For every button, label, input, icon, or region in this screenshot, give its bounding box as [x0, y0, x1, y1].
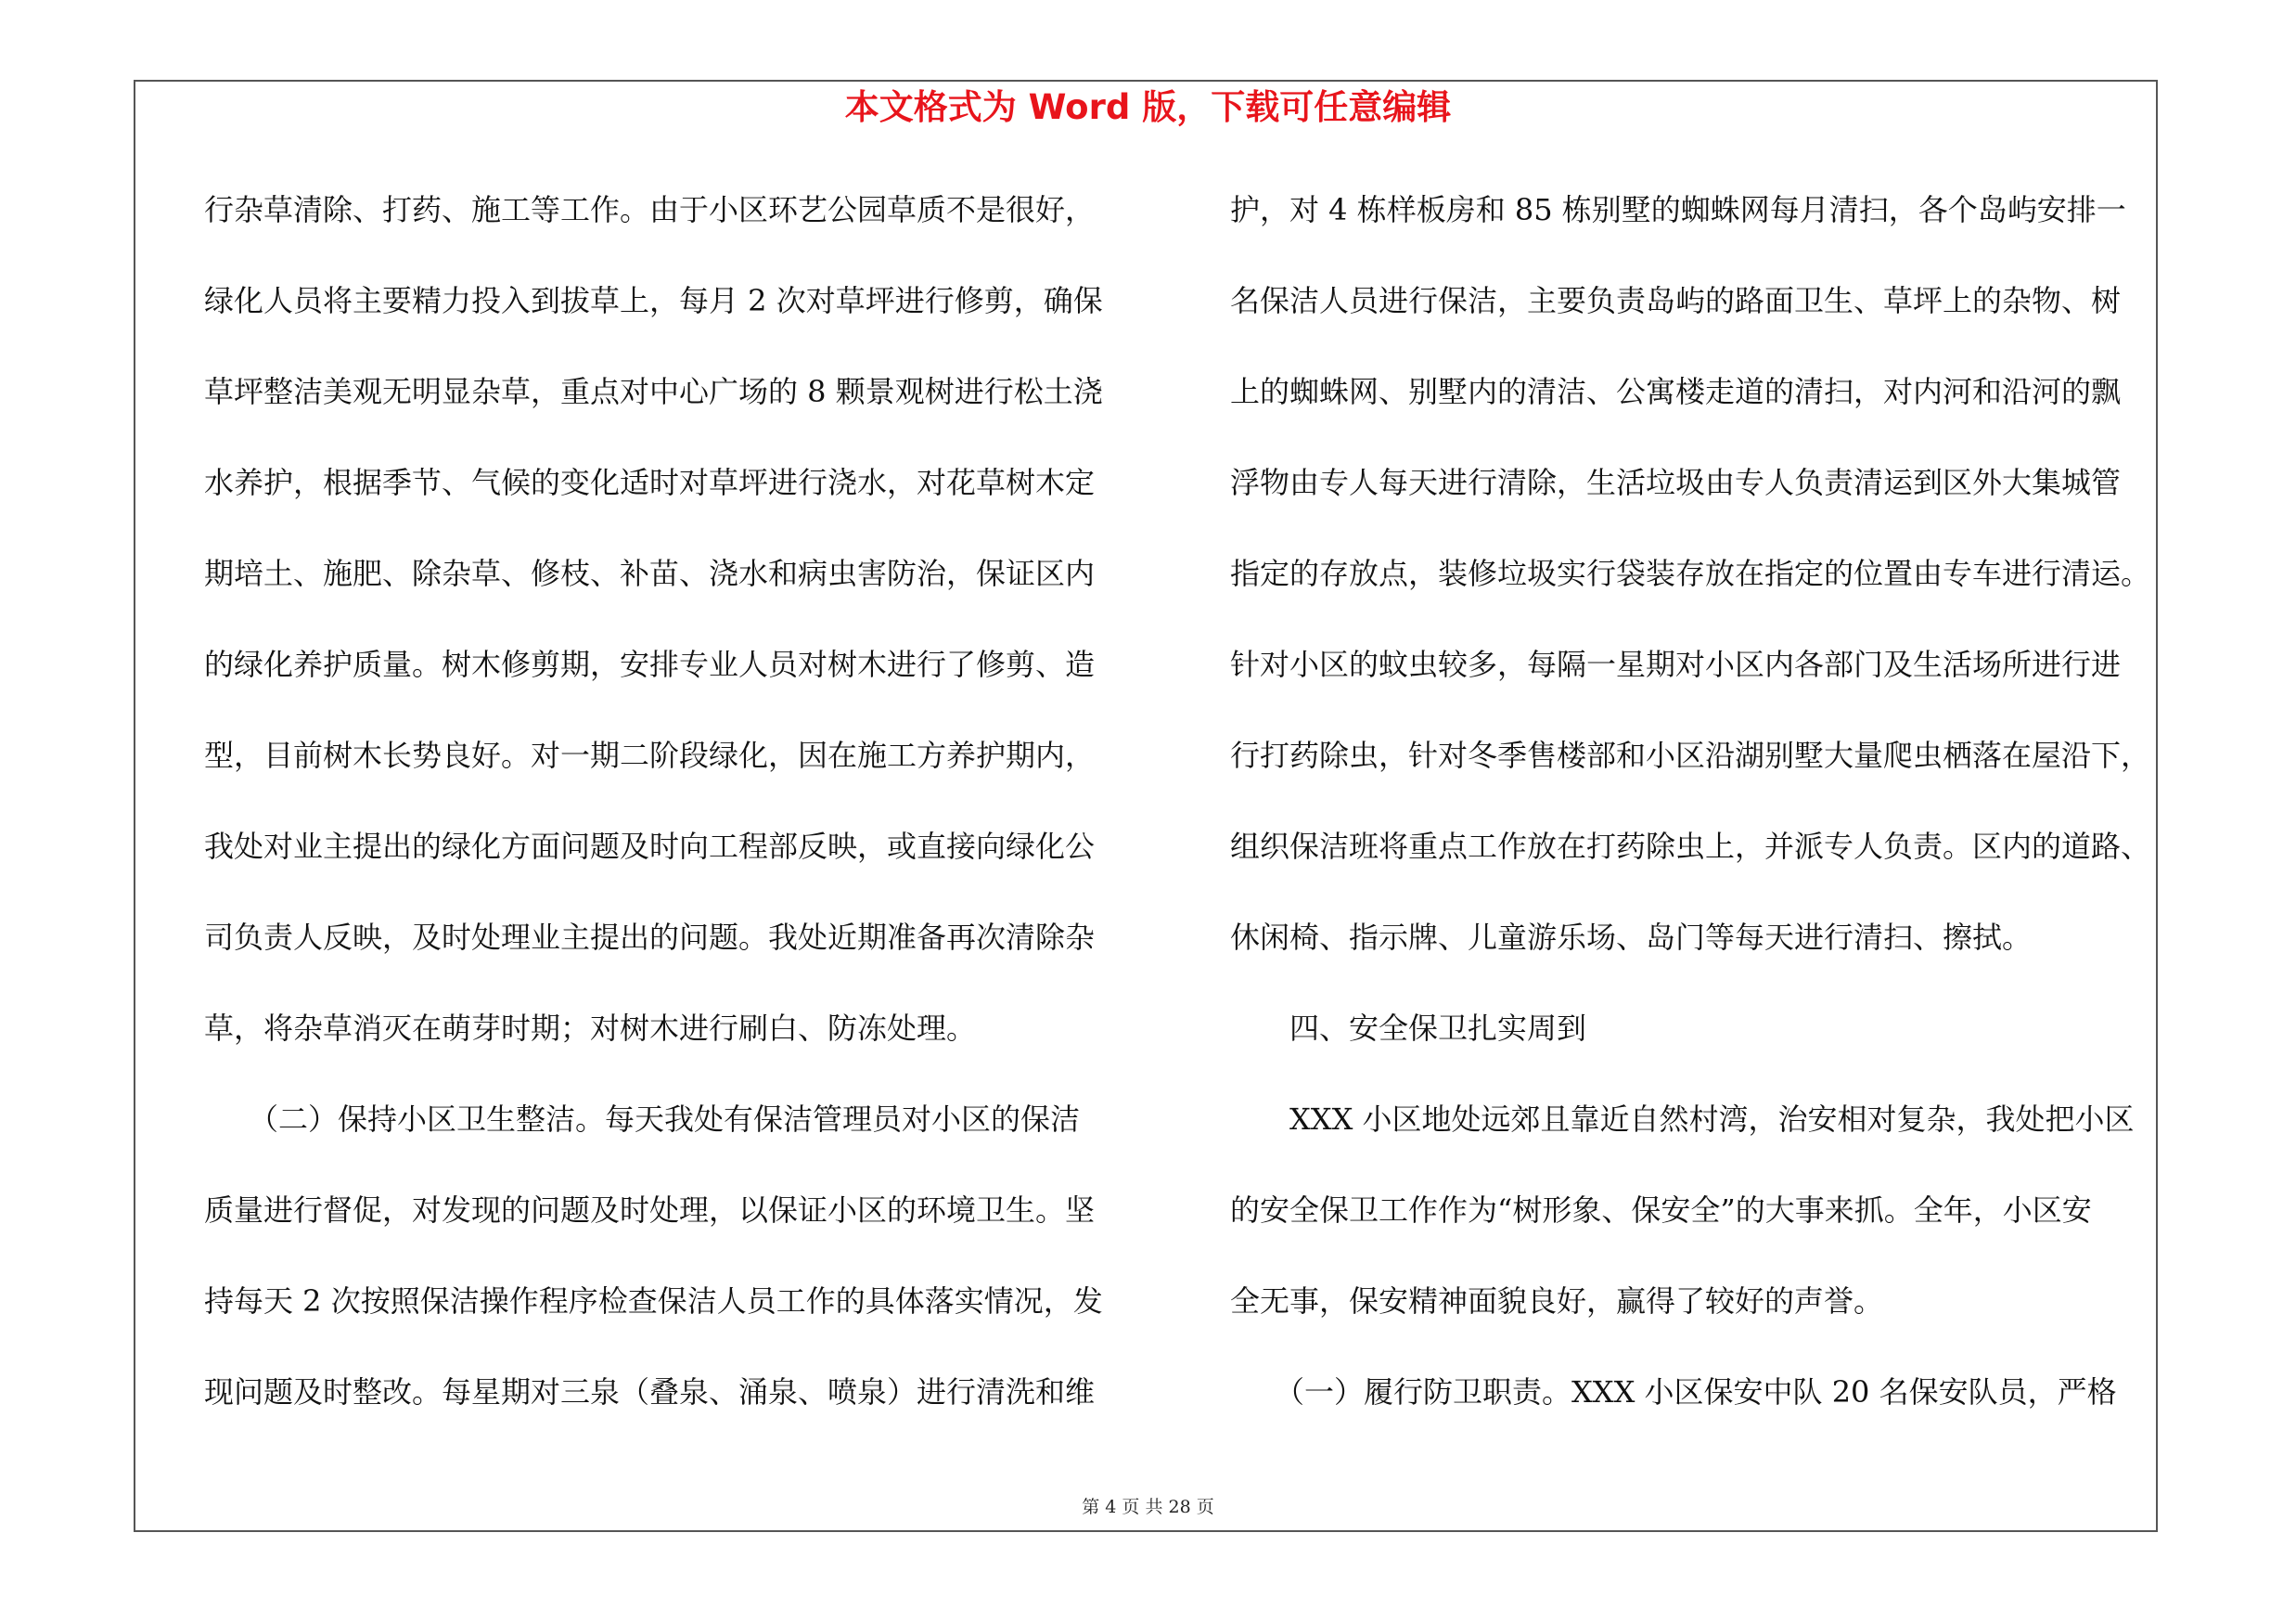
- text-line: 我处对业主提出的绿化方面问题及时向工程部反映，或直接向绿化公: [204, 829, 1096, 864]
- text-line: 期培土、施肥、除杂草、修枝、补苗、浇水和病虫害防治，保证区内: [204, 556, 1096, 591]
- text-line: 行打药除虫，针对冬季售楼部和小区沿湖别墅大量爬虫栖落在屋沿下，: [1230, 738, 2151, 773]
- text-line: 行杂草清除、打药、施工等工作。由于小区环艺公园草质不是很好，: [204, 192, 1096, 227]
- text-line: 护，对 4 栋样板房和 85 栋别墅的蜘蛛网每月清扫，各个岛屿安排一: [1230, 192, 2126, 227]
- text-line: 草，将杂草消灭在萌芽时期；对树木进行刷白、防冻处理。: [204, 1011, 977, 1046]
- text-line: 全无事，保安精神面貌良好，赢得了较好的声誉。: [1230, 1283, 1884, 1319]
- format-notice-banner: 本文格式为 Word 版，下载可任意编辑: [844, 87, 1452, 127]
- text-line: （一）履行防卫职责。XXX 小区保安中队 20 名保安队员，严格: [1230, 1374, 2117, 1410]
- section-heading: 四、安全保卫扎实周到: [1230, 1011, 1587, 1046]
- text-line: 现问题及时整改。每星期对三泉（叠泉、涌泉、喷泉）进行清洗和维: [204, 1374, 1096, 1410]
- right-text-column: [1230, 184, 2158, 1457]
- text-line: XXX 小区地处远郊且靠近自然村湾，治安相对复杂，我处把小区: [1230, 1101, 2135, 1137]
- text-line: 针对小区的蚊虫较多，每隔一星期对小区内各部门及生活场所进行进: [1230, 647, 2122, 682]
- page-number-footer: 第 4 页 共 28 页: [1082, 1497, 1214, 1517]
- text-line: 组织保洁班将重点工作放在打药除虫上，并派专人负责。区内的道路、: [1230, 829, 2151, 864]
- text-line: 型，目前树木长势良好。对一期二阶段绿化，因在施工方养护期内，: [204, 738, 1096, 773]
- text-line: 司负责人反映，及时处理业主提出的问题。我处近期准备再次清除杂: [204, 920, 1096, 955]
- text-line: 指定的存放点，装修垃圾实行袋装存放在指定的位置由专车进行清运。: [1230, 556, 2151, 591]
- text-line: 的绿化养护质量。树木修剪期，安排专业人员对树木进行了修剪、造: [204, 647, 1096, 682]
- text-line: 休闲椅、指示牌、儿童游乐场、岛门等每天进行清扫、擦拭。: [1230, 920, 2033, 955]
- text-line: 质量进行督促，对发现的问题及时处理，以保证小区的环境卫生。坚: [204, 1192, 1096, 1228]
- text-line: （二）保持小区卫生整洁。每天我处有保洁管理员对小区的保洁: [204, 1101, 1081, 1137]
- left-text-column: [204, 184, 1132, 1457]
- text-line: 的安全保卫工作作为“树形象、保安全”的大事来抓。全年，小区安: [1230, 1192, 2092, 1228]
- text-line: 水养护，根据季节、气候的变化适时对草坪进行浇水，对花草树木定: [204, 465, 1096, 500]
- text-line: 名保洁人员进行保洁，主要负责岛屿的路面卫生、草坪上的杂物、树: [1230, 283, 2122, 318]
- text-line: 上的蜘蛛网、别墅内的清洁、公寓楼走道的清扫，对内河和沿河的飘: [1230, 374, 2122, 409]
- text-line: 持每天 2 次按照保洁操作程序检查保洁人员工作的具体落实情况，发: [204, 1283, 1103, 1319]
- text-line: 草坪整洁美观无明显杂草，重点对中心广场的 8 颗景观树进行松土浇: [204, 374, 1103, 409]
- text-line: 绿化人员将主要精力投入到拔草上，每月 2 次对草坪进行修剪，确保: [204, 283, 1103, 318]
- text-line: 浮物由专人每天进行清除，生活垃圾由专人负责清运到区外大集城管: [1230, 465, 2122, 500]
